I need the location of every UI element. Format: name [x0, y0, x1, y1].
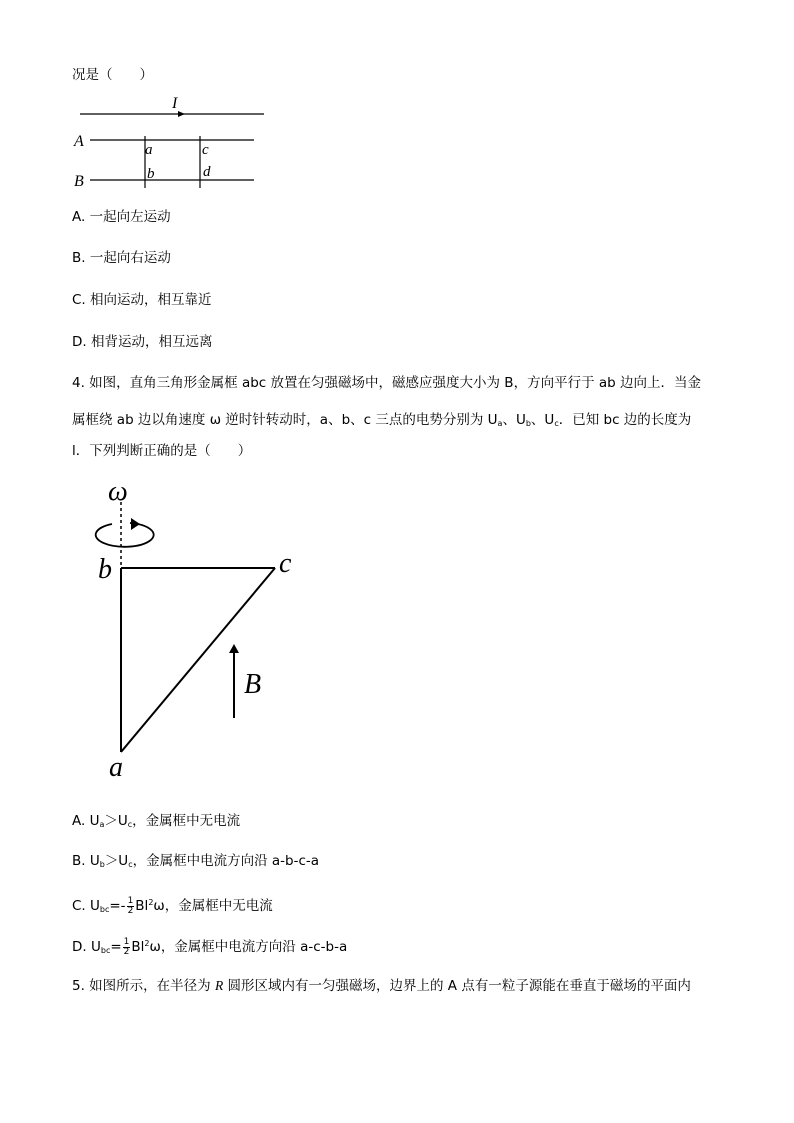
rod-ab-bottom-label: b: [147, 166, 155, 182]
current-arrow-icon: [178, 111, 185, 117]
edge-ac: [121, 568, 275, 752]
rail-a-label: A: [74, 133, 84, 150]
q4-option-c: C. $U_{bc}=-$ $\frac{1}{2}$ Bl$^2$ω，金属框中无电流: [72, 895, 273, 916]
rotation-arrowhead-icon: [131, 518, 140, 530]
q3-option-b: B. 一起向右运动: [72, 250, 171, 266]
q3-stem-end: 况是（ ）: [72, 67, 153, 83]
q3-option-a: A. 一起向左运动: [72, 209, 171, 225]
q4-stem-line2: 属框绕 ab 边以角速度 ω 逆时针转动时，a、b、c 三点的电势分别为 $U_a$、$U_b$、$U_c$．已知 bc 边的长度为: [72, 412, 692, 428]
omega-label: ω: [108, 476, 128, 507]
rotation-arrow-icon: [96, 523, 154, 547]
current-label: I: [172, 95, 178, 112]
q3-rail-figure: [66, 92, 276, 192]
q3-option-d: D. 相背运动，相互远离: [72, 334, 213, 350]
q5-stem-line1: 5. 如图所示，在半径为 R 圆形区域内有一匀强磁场，边界上的 A 点有一粒子源能在垂直于磁场的平面内: [72, 978, 691, 994]
rod-cd-bottom-label: d: [203, 164, 211, 180]
rod-ab-top-label: a: [145, 142, 153, 158]
fraction-half: $\frac{1}{2}$: [127, 895, 134, 916]
rod-cd-top-label: c: [202, 142, 209, 158]
rail-b-label: B: [74, 173, 84, 190]
vertex-a-label: a: [109, 752, 123, 783]
q4-option-d: D. $U_{bc}=$ $\frac{1}{2}$ Bl$^2$ω，金属框中电流方向沿 a-c-b-a: [72, 936, 348, 957]
fraction-half: $\frac{1}{2}$: [123, 936, 130, 957]
q4-triangle-figure: [90, 470, 310, 785]
q4-option-b: B. $U_b>U_c$，金属框中电流方向沿 a-b-c-a: [72, 853, 320, 869]
q4-stem-line1: 4. 如图，直角三角形金属框 abc 放置在匀强磁场中，磁感应强度大小为 B，方向平行于 ab 边向上．当金: [72, 375, 701, 391]
vertex-c-label: c: [279, 548, 292, 579]
q4-stem-line3: l．下列判断正确的是（ ）: [72, 443, 252, 459]
q4-option-a: A. $U_a>U_c$，金属框中无电流: [72, 813, 241, 829]
vertex-b-label: b: [98, 554, 112, 585]
field-arrow-icon: [229, 644, 239, 653]
q3-option-c: C. 相向运动，相互靠近: [72, 292, 212, 308]
field-b-label: B: [244, 669, 262, 700]
